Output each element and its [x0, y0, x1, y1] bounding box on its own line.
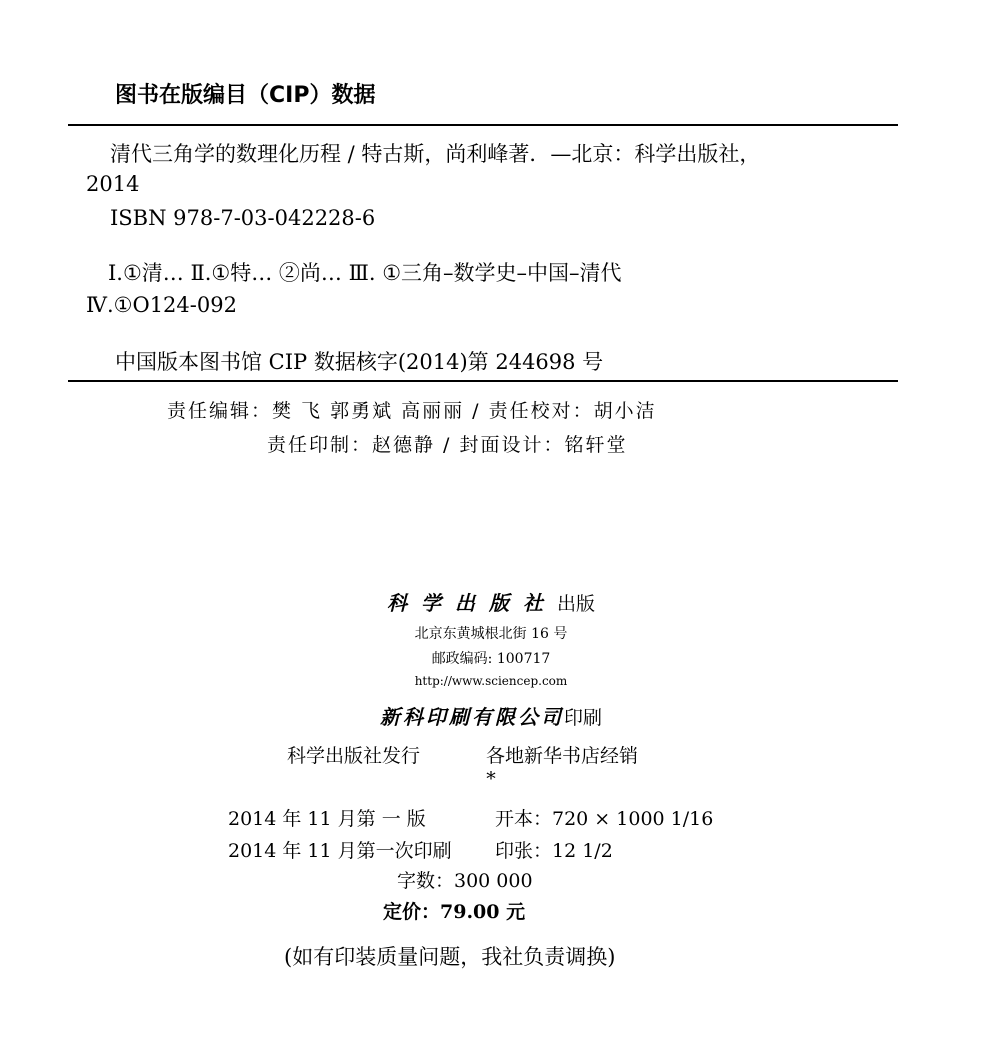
bottom-rule: [68, 380, 898, 382]
printer-line: [0, 701, 982, 730]
publisher-line: [0, 587, 982, 616]
publisher-url: http://www.sciencep.com: [414, 674, 568, 688]
cip-heading: 图书在版编目（CIP）数据: [115, 83, 376, 108]
cip-isbn: ISBN 978-7-03-042228-6: [110, 206, 376, 230]
publisher-address: 北京东黄城根北街 16 号: [414, 626, 568, 642]
cip-title-line2: 2014: [86, 172, 140, 196]
top-rule: [68, 124, 898, 126]
word-count: 字数：300 000: [397, 870, 533, 892]
sheets-info: 印张：12 1/2: [495, 840, 613, 862]
printing-info: 2014 年 11 月第一次印刷: [228, 840, 452, 862]
publisher-name: 科学出版社: [386, 591, 557, 615]
format-info: 开本：720 × 1000 1/16: [495, 808, 714, 830]
edition-info: 2014 年 11 月第 一 版: [228, 808, 426, 830]
separator-asterisk: *: [486, 768, 496, 790]
distribution-seller: 各地新华书店经销: [486, 745, 639, 767]
publisher-postcode: 邮政编码: 100717: [431, 651, 551, 667]
cip-title-line1: 清代三角学的数理化历程 / 特古斯，尚利峰著．—北京：科学出版社，: [110, 142, 761, 166]
quality-notice: (如有印装质量问题，我社负责调换): [284, 945, 616, 969]
price: 定价：79.00 元: [383, 901, 526, 923]
cip-record-number: 中国版本图书馆 CIP 数据核字(2014)第 244698 号: [115, 350, 604, 374]
editors-line: 责任编辑：樊 飞 郭勇斌 高丽丽 / 责任校对：胡小洁: [167, 400, 657, 422]
production-line: 责任印制：赵德静 / 封面设计：铭轩堂: [267, 434, 628, 456]
printer-name: 新科印刷有限公司: [379, 705, 564, 729]
printer-role: 印刷: [563, 707, 602, 729]
distribution-issuer: 科学出版社发行: [287, 745, 421, 767]
cip-classification-line2: Ⅳ.①O124-092: [86, 293, 237, 317]
publisher-role: 出版: [556, 593, 595, 615]
cip-classification-line1: Ⅰ.①清… Ⅱ.①特… ②尚… Ⅲ. ①三角–数学史–中国–清代: [108, 261, 622, 285]
